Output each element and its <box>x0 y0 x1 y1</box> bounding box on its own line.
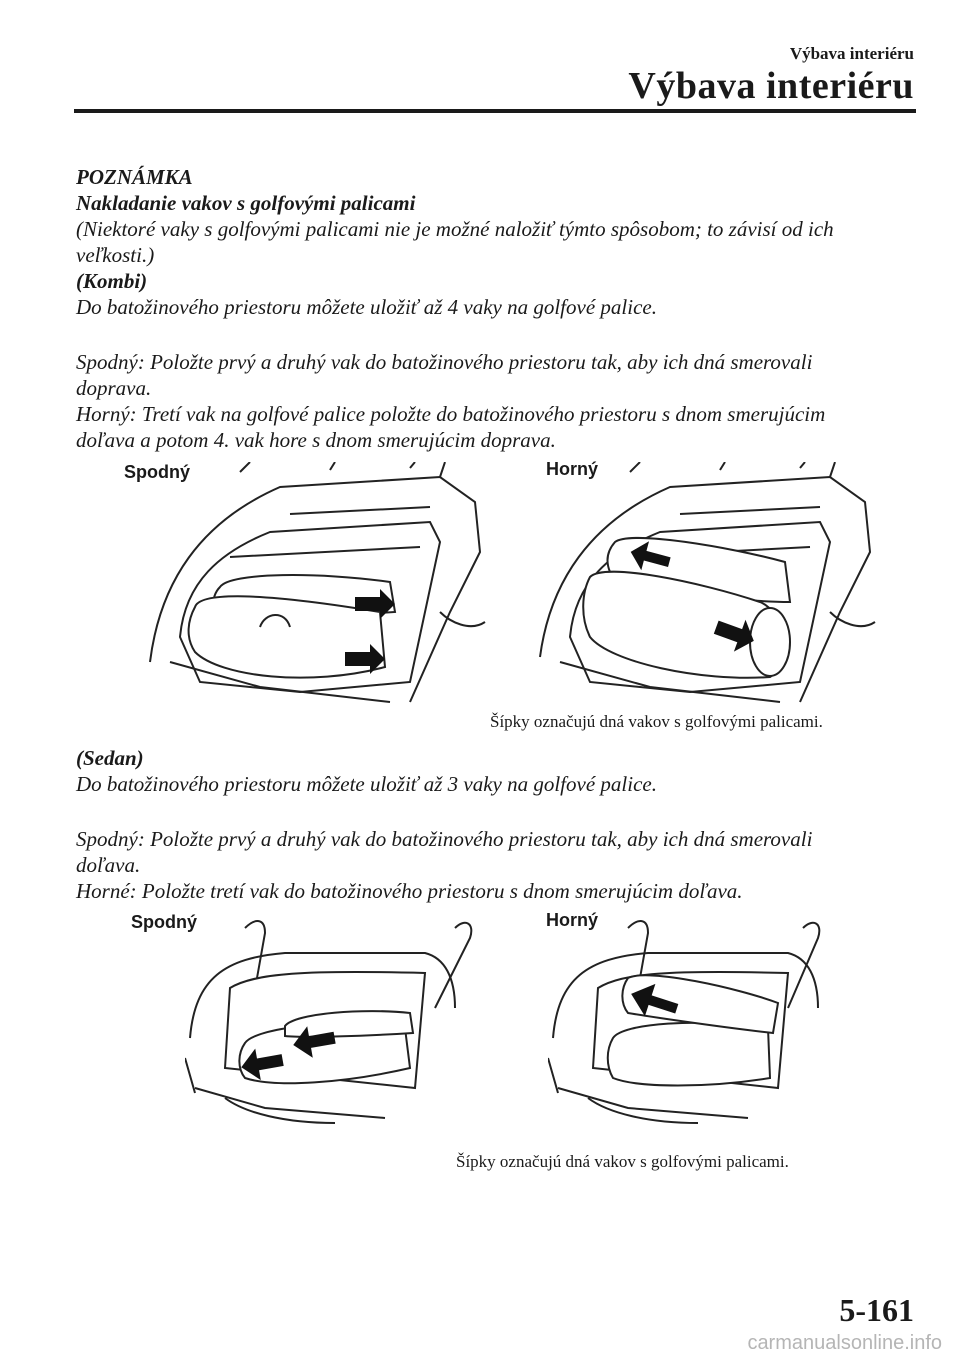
sedan-lower-illustration <box>185 918 485 1128</box>
section-title: Výbava interiéru <box>628 65 914 107</box>
kombi-label-upper: Horný <box>546 459 599 479</box>
kombi-label-lower: Spodný <box>124 462 190 482</box>
kombi-upper-illustration <box>530 462 890 712</box>
sedan-lower-line-1: Spodný: Položte prvý a druhý vak do batožinového priestoru tak, aby ich dná smerovali <box>76 827 813 851</box>
kombi-upper-line-1: Horný: Tretí vak na golfové palice položte do batožinového priestoru s dnom smerujúcim <box>76 402 826 426</box>
kombi-capacity: Do batožinového priestoru môžete uložiť až 4 vaky na golfové palice. <box>76 295 657 319</box>
sedan-capacity: Do batožinového priestoru môžete uložiť až 3 vaky na golfové palice. <box>76 772 657 796</box>
kombi-lower-illustration <box>140 462 500 717</box>
kombi-caption: Šípky označujú dná vakov s golfovými palicami. <box>490 712 823 731</box>
note-intro-line-1: (Niektoré vaky s golfovými palicami nie je možné naložiť týmto spôsobom; to závisí od ich <box>76 217 834 241</box>
sedan-heading: (Sedan) <box>76 746 144 770</box>
kombi-lower-line-2: doprava. <box>76 376 152 400</box>
kombi-upper-line-2: doľava a potom 4. vak hore s dnom smerujúcim doprava. <box>76 428 556 452</box>
sedan-label-lower: Spodný <box>131 912 197 932</box>
header-divider <box>74 109 916 113</box>
running-header: Výbava interiéru <box>789 44 914 63</box>
sedan-lower-line-2: doľava. <box>76 853 141 877</box>
watermark: carmanualsonline.info <box>747 1332 942 1354</box>
kombi-heading: (Kombi) <box>76 269 148 293</box>
kombi-lower-line-1: Spodný: Položte prvý a druhý vak do batožinového priestoru tak, aby ich dná smerovali <box>76 350 813 374</box>
note-intro-line-2: veľkosti.) <box>76 243 155 267</box>
sedan-upper-illustration <box>548 918 848 1128</box>
page-number: 5-161 <box>839 1292 914 1328</box>
note-subheading: Nakladanie vakov s golfovými palicami <box>76 191 416 215</box>
sedan-label-upper: Horný <box>546 910 599 930</box>
note-heading: POZNÁMKA <box>76 165 193 189</box>
sedan-upper-line-1: Horné: Položte tretí vak do batožinového priestoru s dnom smerujúcim doľava. <box>76 879 743 903</box>
sedan-caption: Šípky označujú dná vakov s golfovými palicami. <box>456 1152 789 1171</box>
